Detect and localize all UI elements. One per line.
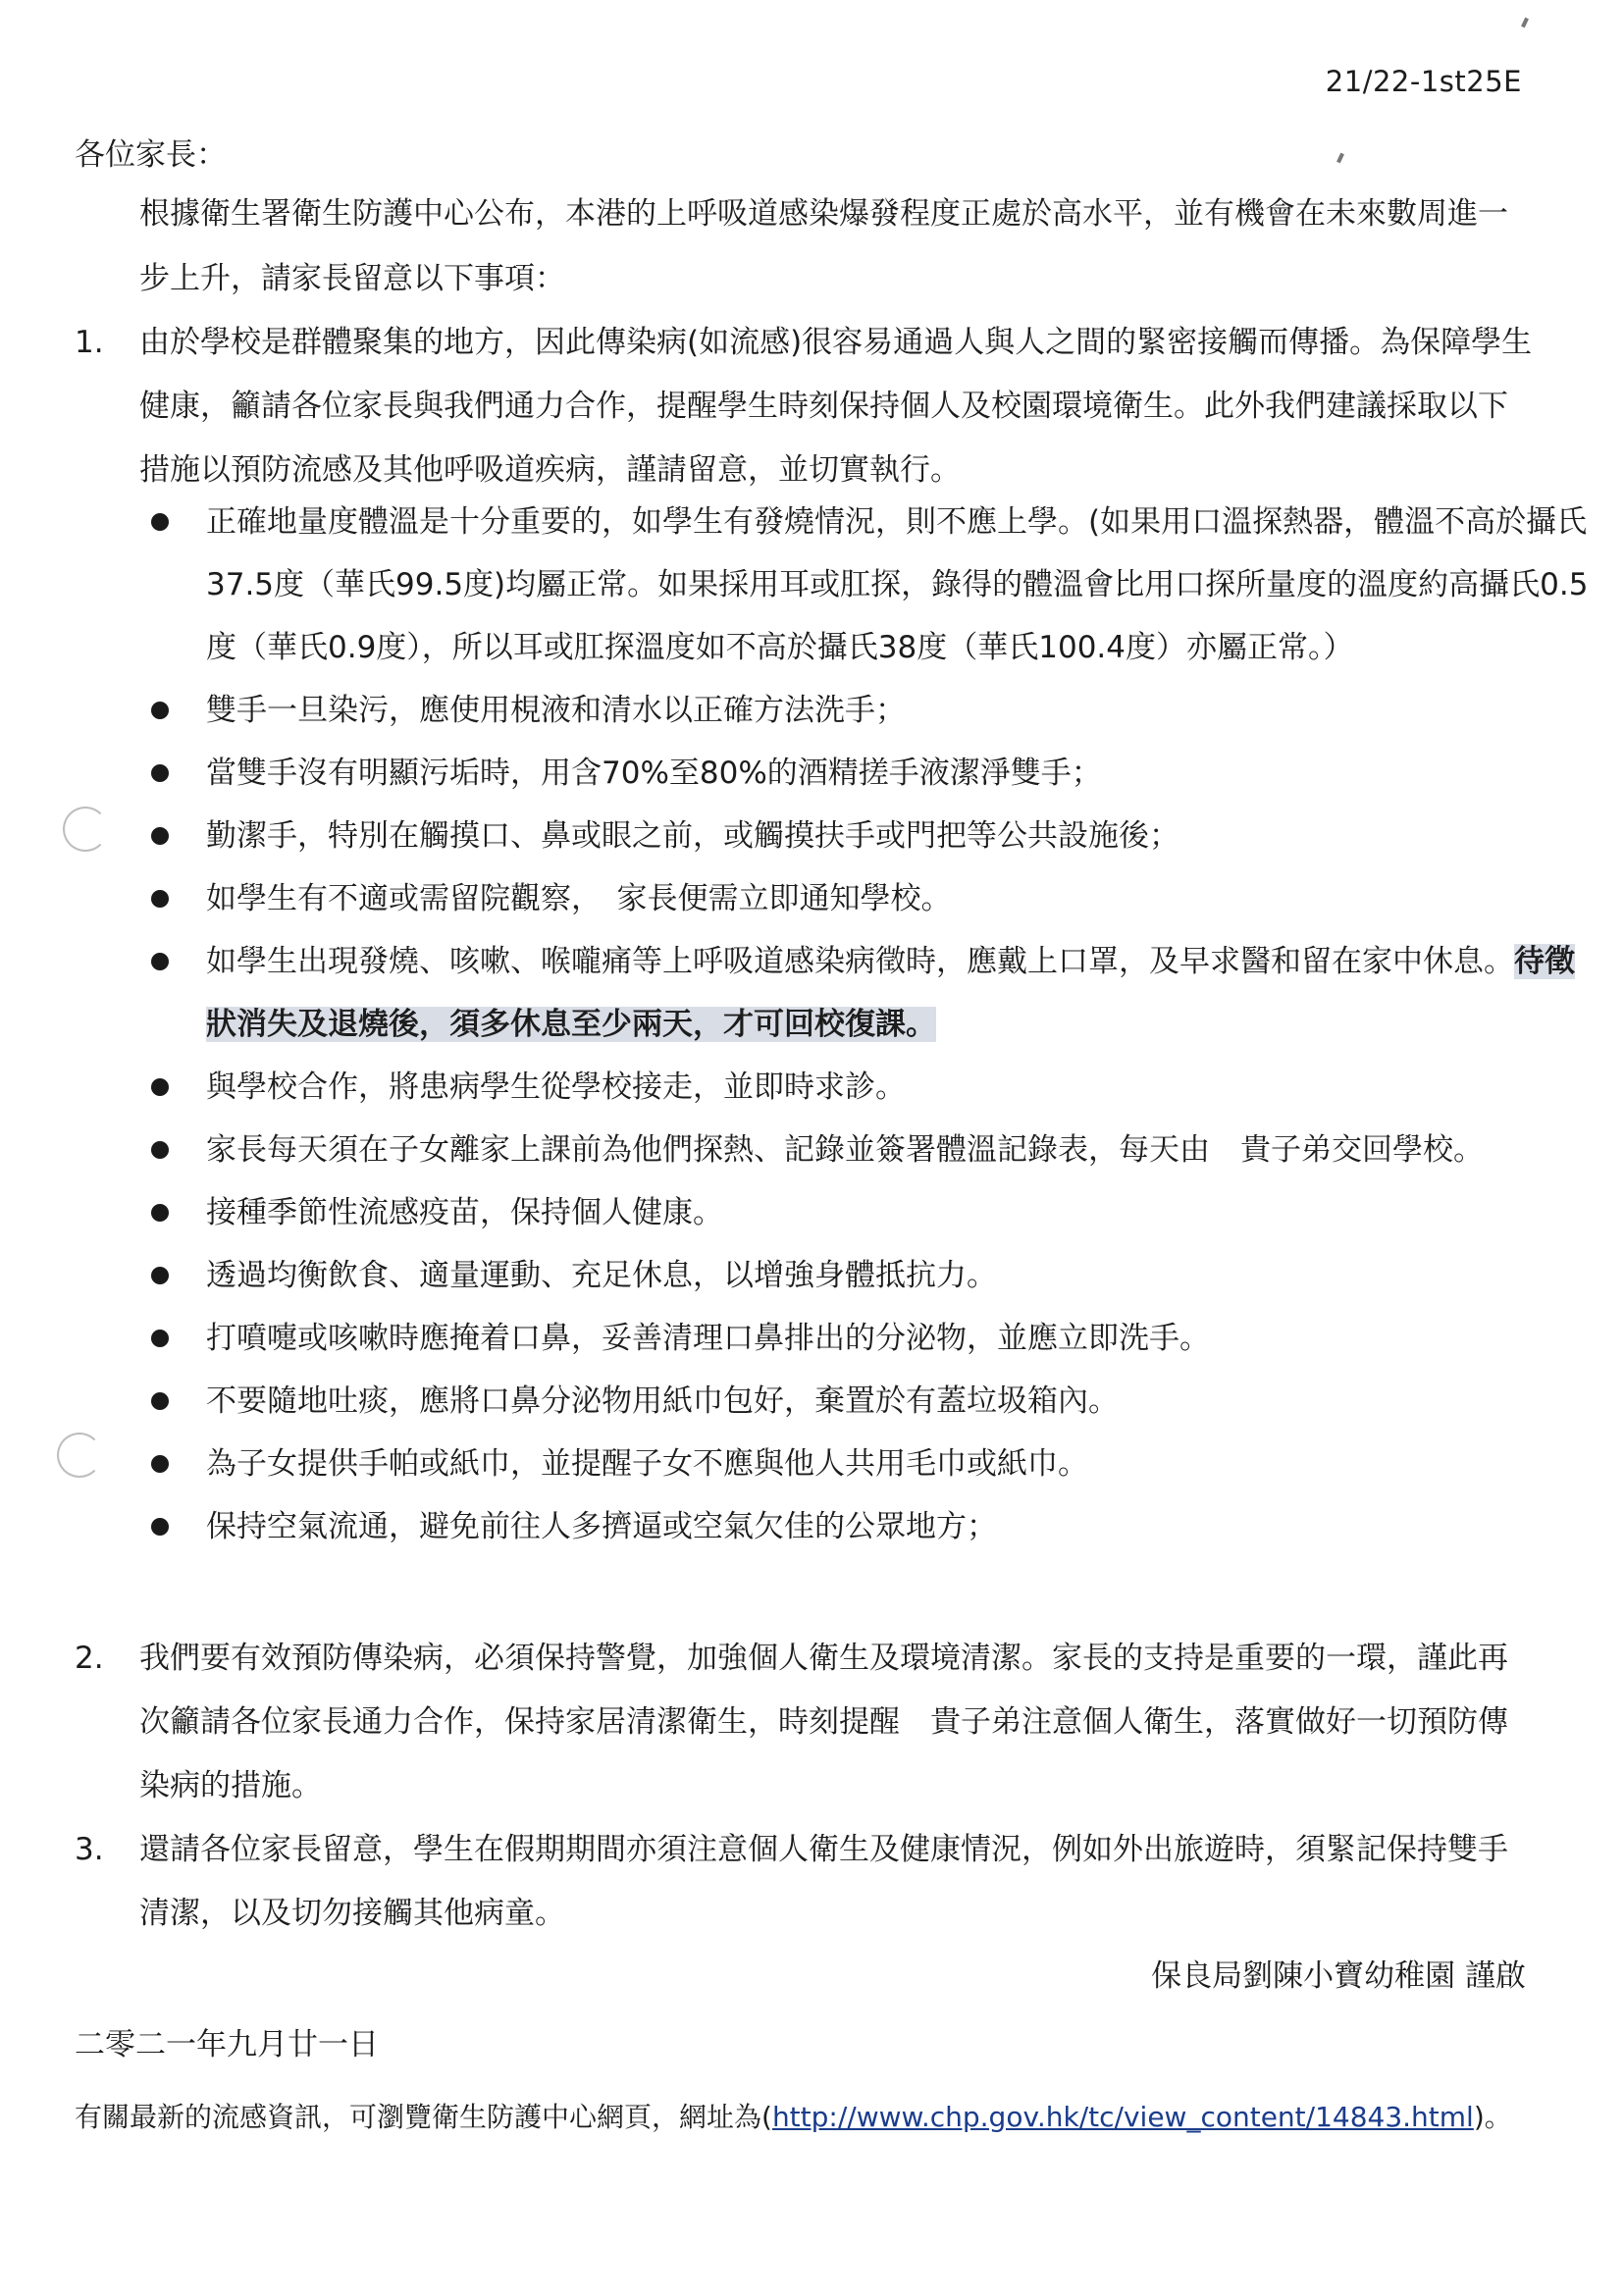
punch-hole-mark: [63, 807, 108, 852]
bullet-icon: [151, 953, 169, 970]
list-item: 為子女提供手帕或紙巾，並提醒子女不應與他人共用毛巾或紙巾。: [147, 1433, 1599, 1495]
list-item: 打噴嚏或咳嗽時應掩着口鼻，妥善清理口鼻排出的分泌物，並應立即洗手。: [147, 1307, 1599, 1370]
list-item: 如學生有不適或需留院觀察， 家長便需立即通知學校。: [147, 867, 1599, 930]
item-text: 由於學校是群體聚集的地方，因此傳染病(如流感)很容易通過人與人之間的緊密接觸而傳播。為保障學生健康，籲請各位家長與我們通力合作，提醒學生時刻保持個人及校園環境衛生。此外我們建議採取以下措施以預防流感及其他呼吸道疾病，謹請留意，並切實執行。: [139, 325, 1533, 488]
list-item: 當雙手沒有明顯污垢時，用含70%至80%的酒精搓手液潔淨雙手；: [147, 742, 1599, 805]
item-text: 我們要有效預防傳染病，必須保持警覺，加強個人衛生及環境清潔。家長的支持是重要的一環，謹此再次籲請各位家長通力合作，保持家居清潔衛生，時刻提醒 貴子弟注意個人衛生，落實做好一切預防傳染病的措施。: [139, 1641, 1508, 1803]
bullet-icon: [151, 1267, 169, 1284]
chp-website-link[interactable]: http://www.chp.gov.hk/tc/view_content/14843.html: [771, 2101, 1474, 2133]
intro-paragraph: 根據衛生署衛生防護中心公布，本港的上呼吸道感染爆發程度正處於高水平，並有機會在未來數周進一步上升，請家長留意以下事項：: [139, 196, 1508, 296]
letter-date: 二零二一年九月廿一日: [75, 2027, 379, 2062]
list-item: 家長每天須在子女離家上課前為他們探熱、記錄並簽署體溫記錄表，每天由 貴子弟交回學校。: [147, 1119, 1599, 1181]
bullet-icon: [151, 1392, 169, 1410]
list-item: 勤潔手，特別在觸摸口、鼻或眼之前，或觸摸扶手或門把等公共設施後；: [147, 805, 1599, 867]
reference-number: 21/22-1st25E: [1325, 65, 1522, 98]
bullet-icon: [151, 1455, 169, 1473]
list-item: 保持空氣流通，避免前往人多擠逼或空氣欠佳的公眾地方；: [147, 1495, 1599, 1558]
list-item: 如學生出現發燒、咳嗽、喉嚨痛等上呼吸道感染病徵時，應戴上口罩，及早求醫和留在家中休息。待徵狀消失及退燒後，須多休息至少兩天，才可回校復課。: [147, 930, 1599, 1056]
bullet-icon: [151, 764, 169, 782]
measures-list: [147, 491, 1599, 1558]
bullet-icon: [151, 1518, 169, 1536]
list-item: 雙手一旦染污，應使用梘液和清水以正確方法洗手；: [147, 679, 1599, 742]
item-number: 2.: [75, 1641, 104, 1676]
bullet-icon: [151, 827, 169, 845]
bullet-icon: [151, 1141, 169, 1159]
scan-speck: [1521, 18, 1529, 28]
footer-note: 有關最新的流感資訊，可瀏覽衛生防護中心網頁，網址為(http://www.chp.gov.hk/tc/view_content/14843.html)。: [75, 2101, 1512, 2133]
bullet-icon: [151, 513, 169, 531]
bullet-icon: [151, 702, 169, 719]
list-item: 不要隨地吐痰，應將口鼻分泌物用紙巾包好，棄置於有蓋垃圾箱內。: [147, 1370, 1599, 1433]
greeting: 各位家長：: [75, 137, 227, 173]
bullet-icon: [151, 890, 169, 908]
bullet-icon: [151, 1330, 169, 1347]
highlighted-notice: 待徵狀消失及退燒後，須多休息至少兩天，才可回校復課。: [206, 944, 1575, 1042]
list-item: 接種季節性流感疫苗，保持個人健康。: [147, 1181, 1599, 1244]
bullet-icon: [151, 1078, 169, 1096]
list-item: 與學校合作，將患病學生從學校接走，並即時求診。: [147, 1056, 1599, 1119]
scan-speck: [1336, 153, 1344, 164]
list-item: 透過均衡飲食、適量運動、充足休息，以增強身體抵抗力。: [147, 1244, 1599, 1307]
item-text: 還請各位家長留意，學生在假期期間亦須注意個人衛生及健康情況，例如外出旅遊時，須緊記保持雙手清潔，以及切勿接觸其他病童。: [139, 1832, 1508, 1931]
list-item: 正確地量度體溫是十分重要的，如學生有發燒情況，則不應上學。(如果用口溫探熱器，體溫不高於攝氏37.5度（華氏99.5度)均屬正常。如果採用耳或肛探，錄得的體溫會比用口探所量度的溫度約高攝氏0.5度（華氏0.9度），所以耳或肛探溫度如不高於攝氏38度（華氏100.4度）亦屬正常。）: [147, 491, 1599, 679]
bullet-icon: [151, 1204, 169, 1222]
item-number: 3.: [75, 1832, 104, 1867]
signature: 保良局劉陳小寶幼稚園 謹啟: [1151, 1958, 1526, 1994]
punch-hole-mark: [57, 1433, 102, 1478]
item-number: 1.: [75, 325, 104, 360]
